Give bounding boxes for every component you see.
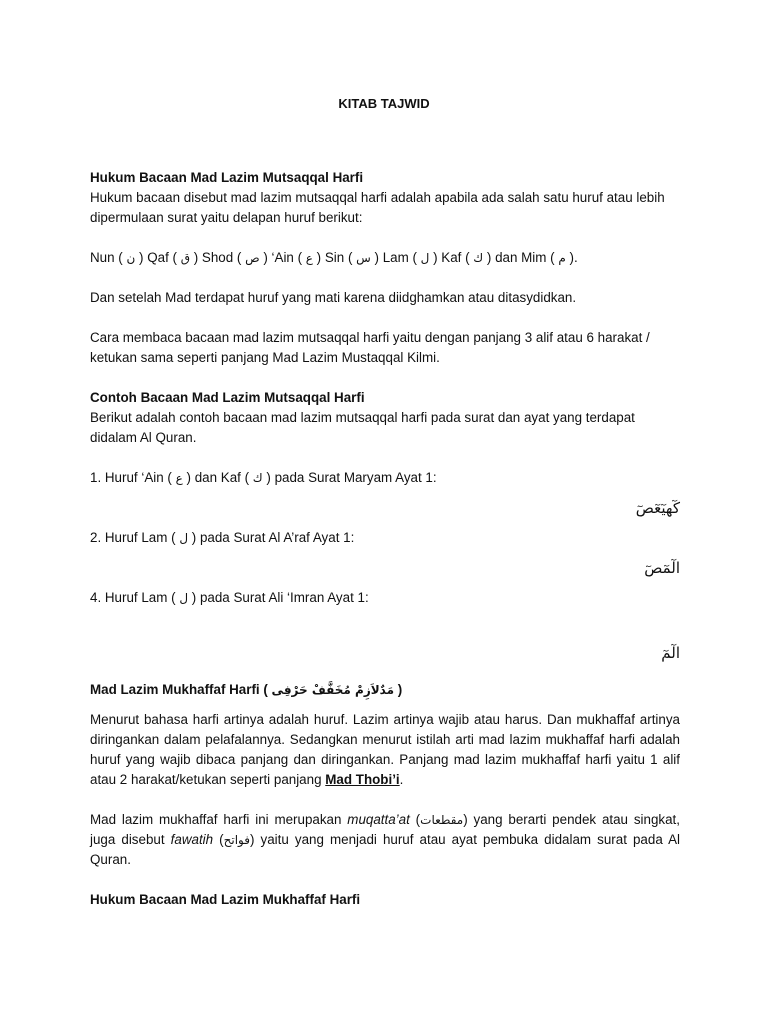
arabic-fawatih: فواتح: [223, 833, 250, 847]
example-2-arabic-verse: الٓمٓصٓ: [644, 559, 680, 577]
letter-qaf-arabic: ق: [180, 251, 191, 265]
paragraph-cara-membaca: Cara membaca bacaan mad lazim mutsaqqal harfi yaitu dengan panjang 3 alif atau 6 harakat / ketukan sama seperti panjang Mad Lazim Mustaqqal Kilmi.: [90, 330, 650, 365]
example-3-label: 4. Huruf Lam ( ل ) pada Surat Ali ‘Imran Ayat 1:: [90, 590, 369, 605]
paragraph-definisi-mukhaffaf: Menurut bahasa harfi artinya adalah huruf. Lazim artinya wajib atau harus. Dan mukhaffaf artinya diringankan dalam pelafalannya. Sedangkan menurut istilah arti mad lazim mukhaffaf harfi adalah huruf yang wajib dibaca panjang dan diringankan. Panjang mad lazim mukhaffaf harfi yaitu 1 alif atau 2 harakat/ketukan seperti panjang Mad Thobi’i.: [90, 712, 680, 787]
example-1-arabic-verse: كٓهيٓعٓصٓ: [635, 499, 680, 517]
letters-line: Nun ( ن ) Qaf ( ق ) Shod ( ص ) ‘Ain ( ع ) Sin ( س ) Lam ( ل ) Kaf ( ك ) dan Mim ( م ).: [90, 250, 578, 265]
letter-lam-arabic: ل: [420, 251, 430, 265]
term-muqattaat: muqatta’at: [347, 812, 410, 827]
letter-kaf: Kaf: [441, 250, 462, 265]
section-intro-mutsaqqal: Hukum bacaan disebut mad lazim mutsaqqal harfi adalah apabila ada salah satu huruf atau lebih dipermulaan surat yaitu delapan huruf berikut:: [90, 190, 665, 225]
term-fawatih: fawatih: [170, 832, 214, 847]
document-body: [90, 168, 680, 910]
document-title: KITAB TAJWID: [338, 96, 430, 111]
arabic-muqattaat: مقطعات: [420, 813, 464, 827]
example-2-arabic-lam: ل: [179, 531, 189, 545]
example-1-arabic-ain: ع: [175, 471, 183, 485]
letter-sin: Sin: [324, 250, 345, 265]
letter-kaf-arabic: ك: [473, 251, 484, 265]
letter-ain: ‘Ain: [271, 250, 294, 265]
letter-lam: Lam: [382, 250, 409, 265]
letter-shod: Shod: [201, 250, 234, 265]
mad-thobii-link[interactable]: Mad Thobi’i: [325, 772, 400, 787]
letter-nun: Nun: [90, 250, 115, 265]
paragraph-idgham: Dan setelah Mad terdapat huruf yang mati karena diidghamkan atau ditasydidkan.: [90, 290, 577, 305]
paragraph-muqattaat: Mad lazim mukhaffaf harfi ini merupakan muqatta’at (مقطعات) yang berarti pendek atau singkat, juga disebut fawatih (فواتح) yaitu yang menjadi huruf atau ayat pembuka didalam surat pada Al Quran.: [90, 812, 681, 867]
example-1-arabic-kaf: ك: [252, 471, 263, 485]
letter-ain-arabic: ع: [305, 251, 313, 265]
letter-nun-arabic: ن: [126, 251, 136, 265]
letter-qaf: Qaf: [147, 250, 169, 265]
example-1-label: 1. Huruf ‘Ain ( ع ) dan Kaf ( ك ) pada Surat Maryam Ayat 1:: [90, 470, 437, 485]
letter-mim-arabic: م: [558, 251, 566, 265]
section-heading-mukhaffaf: Mad Lazim Mukhaffaf Harfi ( مَدٌلاَزِمْ مُخَفَّفْ حَرْفِى ): [90, 682, 403, 697]
section-heading-mutsaqqal: Hukum Bacaan Mad Lazim Mutsaqqal Harfi: [90, 170, 364, 185]
example-2-label: 2. Huruf Lam ( ل ) pada Surat Al A’raf Ayat 1:: [90, 530, 355, 545]
letter-sin-arabic: س: [356, 251, 371, 265]
section-heading-contoh: Contoh Bacaan Mad Lazim Mutsaqqal Harfi: [90, 390, 365, 405]
heading-arabic-mukhaffaf: مَدٌلاَزِمْ مُخَفَّفْ حَرْفِى: [271, 683, 395, 697]
letter-shod-arabic: ص: [245, 251, 260, 265]
example-3-arabic-lam: ل: [179, 591, 189, 605]
section-intro-contoh: Berikut adalah contoh bacaan mad lazim mutsaqqal harfi pada surat dan ayat yang terdapat didalam Al Quran.: [90, 410, 635, 445]
example-3-arabic-verse: الٓمٓ: [661, 644, 680, 662]
letter-mim: dan Mim: [495, 250, 547, 265]
section-heading-hukum-mukhaffaf: Hukum Bacaan Mad Lazim Mukhaffaf Harfi: [90, 892, 361, 907]
